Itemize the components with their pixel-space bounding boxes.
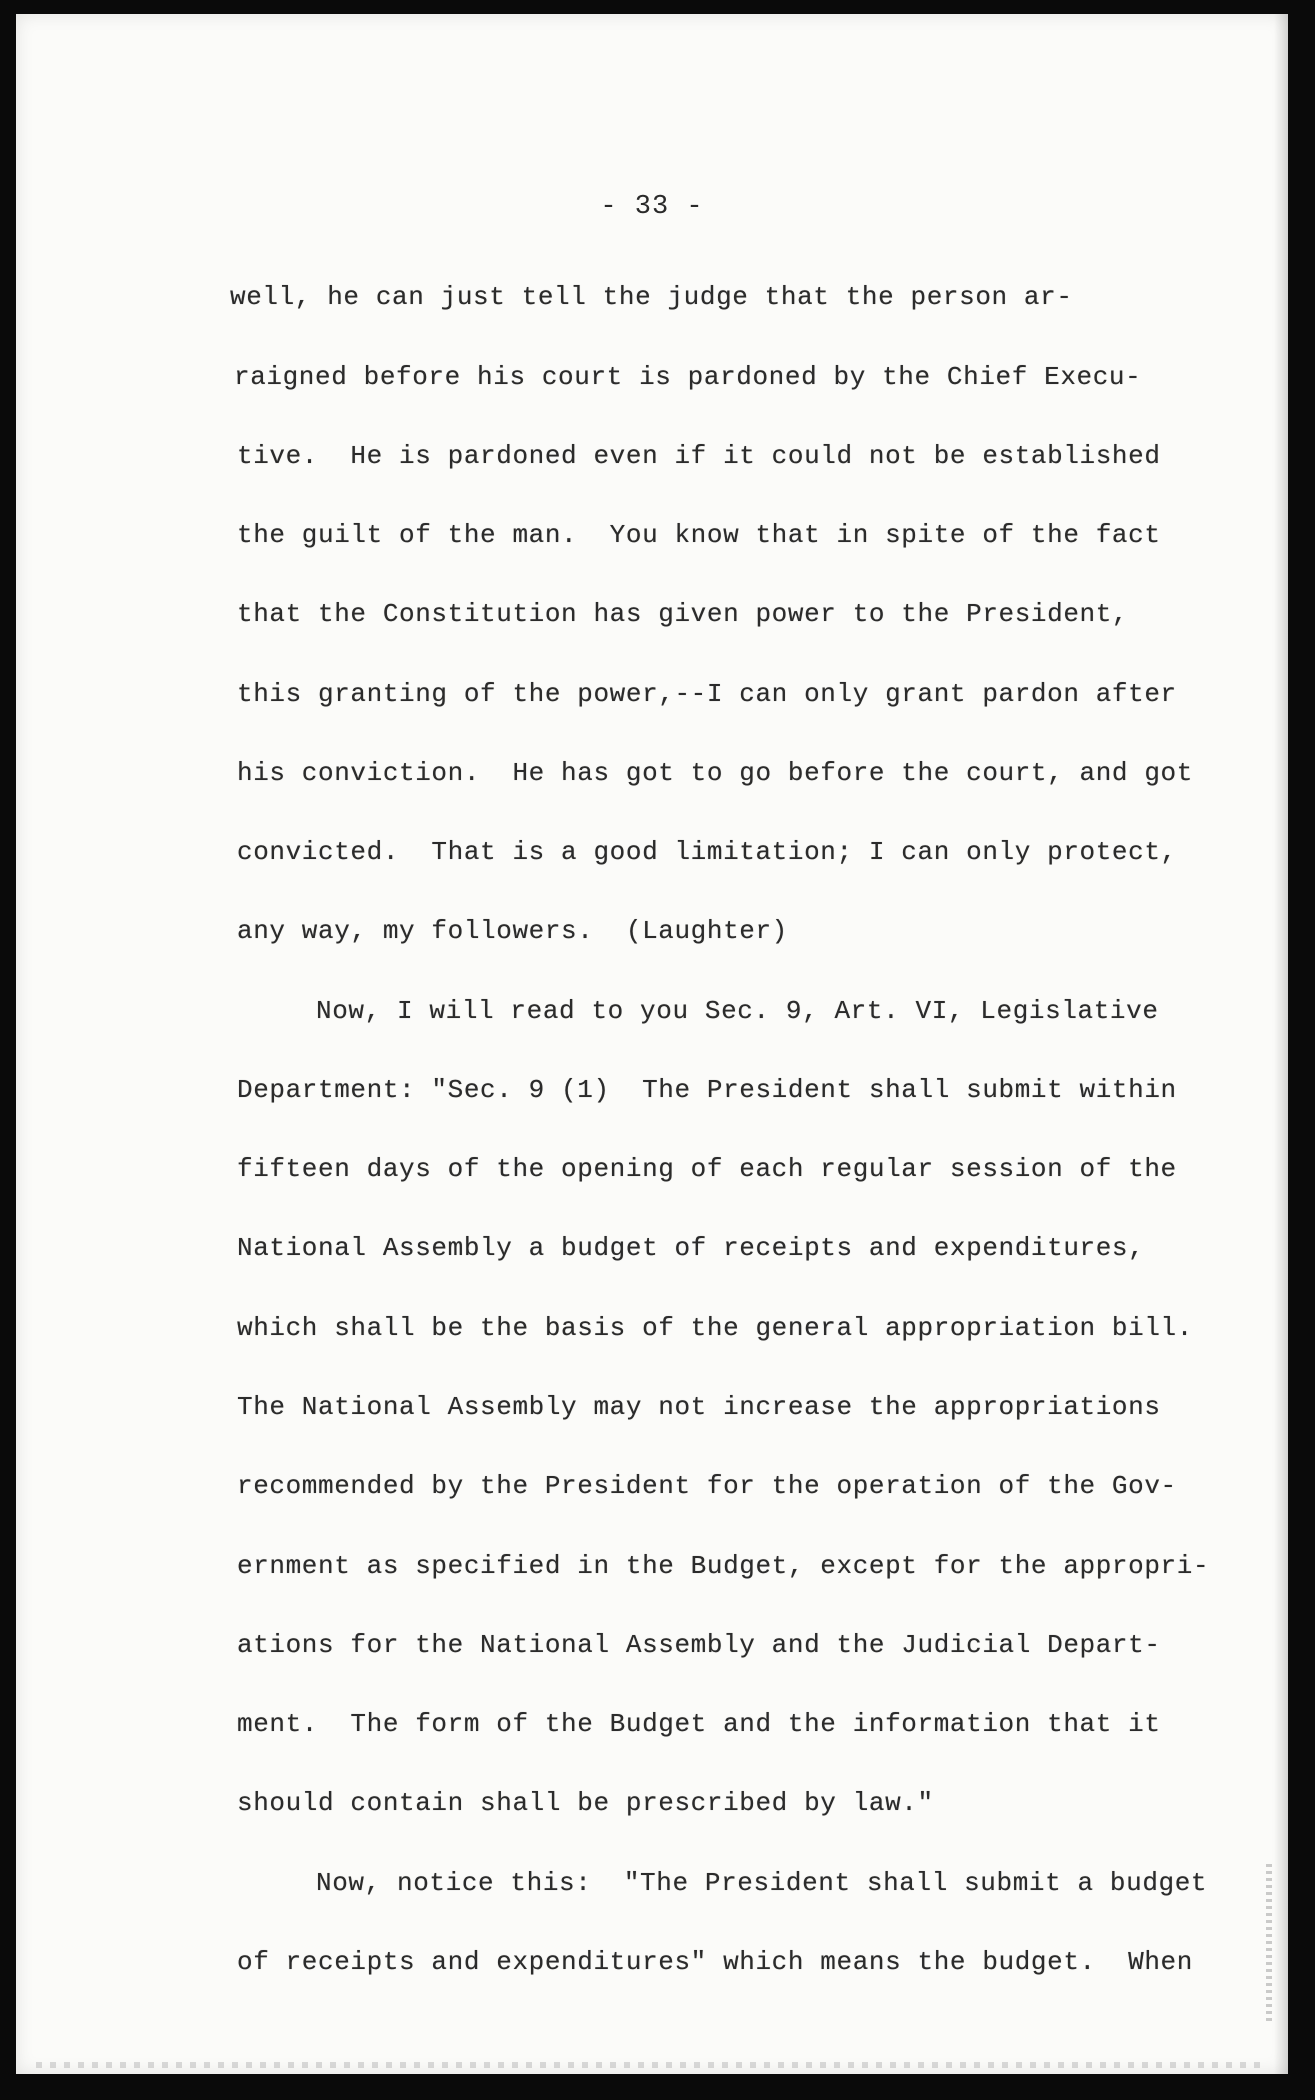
text-line: the guilt of the man. You know that in spite of the fact (237, 520, 1161, 550)
text-line: that the Constitution has given power to the President, (237, 599, 1129, 629)
text-line: ment. The form of the Budget and the information that it (237, 1709, 1161, 1739)
text-line: Department: "Sec. 9 (1) The President shall submit within (237, 1075, 1177, 1105)
text-line: well, he can just tell the judge that the person ar- (230, 282, 1073, 312)
document-body (16, 14, 1288, 2074)
scan-edge-noise (1266, 1864, 1272, 2024)
text-line: recommended by the President for the operation of the Gov- (237, 1471, 1177, 1501)
text-line: Now, I will read to you Sec. 9, Art. VI, Legislative (316, 996, 1159, 1026)
scan-bottom-edge (36, 2062, 1268, 2068)
text-line: should contain shall be prescribed by law." (237, 1788, 934, 1818)
text-line: Now, notice this: "The President shall submit a budget (316, 1868, 1208, 1898)
text-line: ations for the National Assembly and the Judicial Depart- (237, 1630, 1161, 1660)
text-line: National Assembly a budget of receipts and expenditures, (237, 1233, 1145, 1263)
text-line: convicted. That is a good limitation; I can only protect, (237, 837, 1177, 867)
text-line: fifteen days of the opening of each regular session of the (237, 1154, 1177, 1184)
page-number: - 33 - (600, 192, 704, 222)
text-line: tive. He is pardoned even if it could not be established (237, 441, 1161, 471)
text-line: this granting of the power,--I can only grant pardon after (237, 679, 1177, 709)
document-page (16, 14, 1288, 2074)
text-line: which shall be the basis of the general appropriation bill. (237, 1313, 1193, 1343)
text-line: his conviction. He has got to go before the court, and got (237, 758, 1193, 788)
text-line: The National Assembly may not increase the appropriations (237, 1392, 1161, 1422)
text-line: raigned before his court is pardoned by the Chief Execu- (234, 362, 1142, 392)
text-line: ernment as specified in the Budget, except for the appropri- (237, 1551, 1210, 1581)
text-line: of receipts and expenditures" which means the budget. When (237, 1947, 1193, 1977)
text-line: any way, my followers. (Laughter) (237, 916, 788, 946)
